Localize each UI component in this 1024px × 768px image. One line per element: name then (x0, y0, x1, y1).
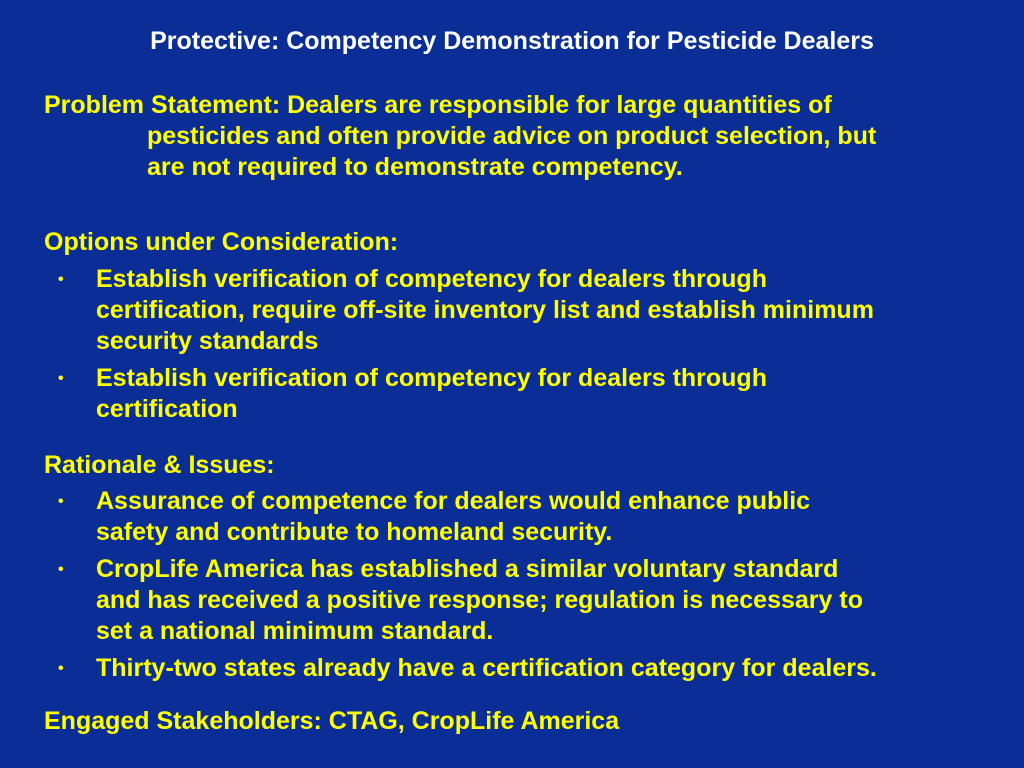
list-item-line: safety and contribute to homeland security. (96, 518, 613, 546)
bullet-icon: • (58, 561, 64, 578)
list-item-line: set a national minimum standard. (96, 617, 494, 645)
list-item-line: security standards (96, 327, 319, 355)
bullet-icon: • (58, 493, 64, 510)
rationale-list-item (44, 653, 994, 684)
list-item-line: certification (96, 395, 238, 423)
list-item-line: CropLife America has established a similar voluntary standard (96, 555, 839, 583)
options-list-item (44, 363, 994, 425)
list-item-line: Establish verification of competency for dealers through (96, 364, 767, 392)
bullet-icon: • (58, 660, 64, 677)
list-item-line: Thirty-two states already have a certification category for dealers. (96, 654, 877, 682)
rationale-list-item (44, 554, 994, 647)
problem-statement (44, 90, 994, 183)
list-item-line: and has received a positive response; regulation is necessary to (96, 586, 863, 614)
rationale-list (44, 486, 994, 690)
rationale-list-item (44, 486, 994, 548)
bullet-icon: • (58, 271, 64, 288)
problem-statement-line: Problem Statement: Dealers are responsible for large quantities of (44, 91, 832, 119)
list-item-line: Establish verification of competency for dealers through (96, 265, 767, 293)
problem-statement-line: are not required to demonstrate competency. (147, 153, 683, 181)
list-item-line: certification, require off-site inventory list and establish minimum (96, 296, 874, 324)
rationale-heading: Rationale & Issues: (44, 451, 275, 479)
options-list-item (44, 264, 994, 357)
list-item-line: Assurance of competence for dealers would enhance public (96, 487, 811, 515)
engaged-stakeholders: Engaged Stakeholders: CTAG, CropLife America (44, 707, 620, 735)
options-heading: Options under Consideration: (44, 228, 399, 256)
bullet-icon: • (58, 370, 64, 387)
slide-title: Protective: Competency Demonstration for Pesticide Dealers (150, 27, 874, 55)
options-list (44, 264, 994, 431)
problem-statement-line: pesticides and often provide advice on product selection, but (147, 122, 877, 150)
